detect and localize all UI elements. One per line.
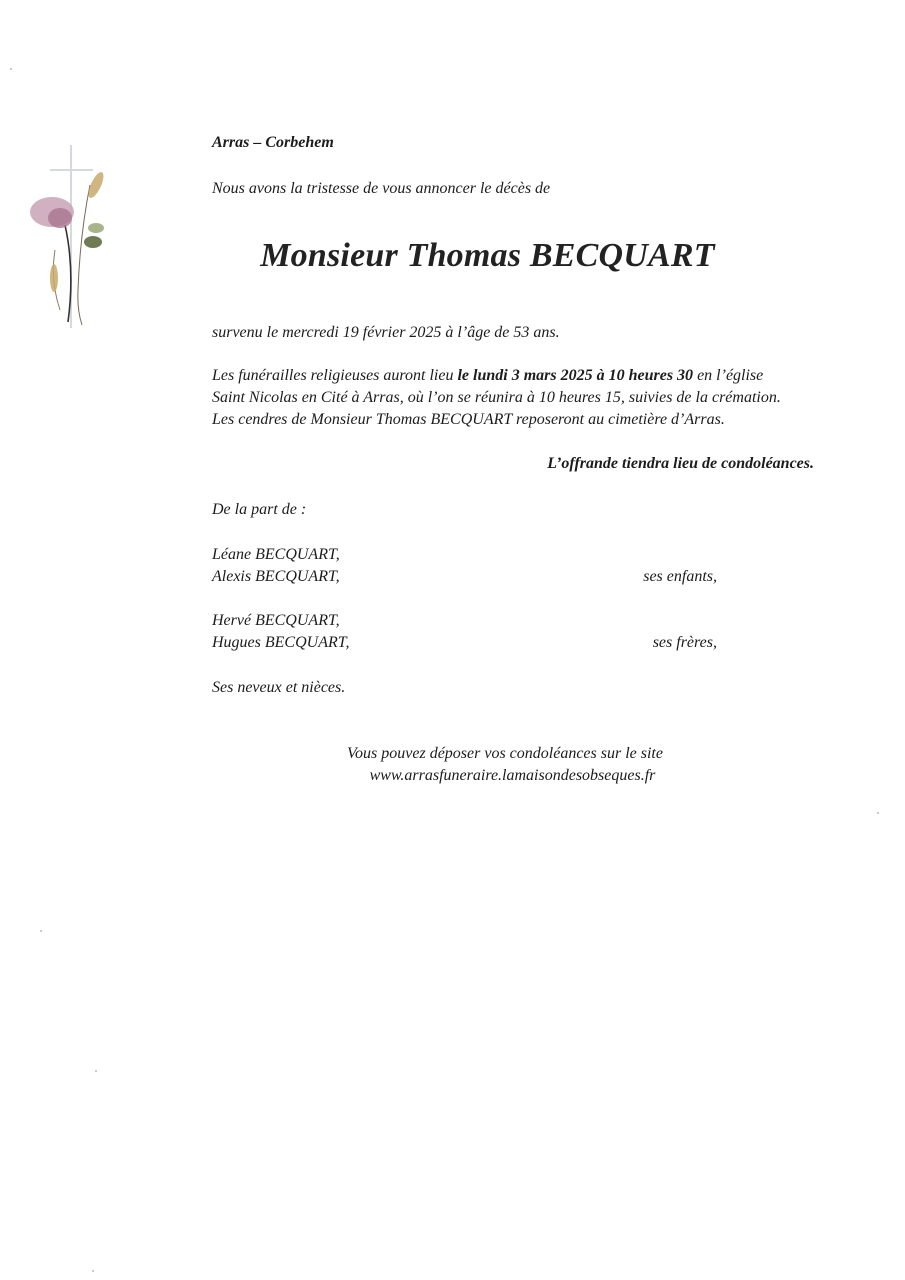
funeral-line-2: Saint Nicolas en Cité à Arras, où l’on se réunira à 10 heures 15, suivies de la crémation.	[212, 389, 781, 406]
family-member: Léane BECQUART,	[212, 546, 340, 563]
intro-text: Nous avons la tristesse de vous annoncer le décès de	[212, 180, 551, 197]
scan-speck	[95, 1070, 97, 1072]
nephews-nieces: Ses neveux et nièces.	[212, 679, 346, 696]
scan-speck	[40, 930, 42, 932]
scan-speck	[10, 68, 12, 70]
condolences-note: Vous pouvez déposer vos condoléances sur le site	[347, 745, 663, 762]
deceased-name: Monsieur Thomas BECQUART	[260, 237, 715, 274]
funeral-text: Les funérailles religieuses auront lieu	[212, 367, 458, 384]
family-member: Alexis BECQUART,	[212, 568, 340, 585]
family-member: Hervé BECQUART,	[212, 612, 340, 629]
death-date-text: survenu le mercredi 19 février 2025 à l’âge de 53 ans.	[212, 324, 560, 341]
funeral-line-1	[212, 365, 822, 387]
wheat-ear-top	[86, 170, 107, 200]
funeral-paragraph	[212, 365, 822, 431]
scan-speck	[92, 1270, 94, 1272]
rose-petals-inner	[48, 208, 72, 228]
family-relation: ses enfants,	[643, 568, 717, 585]
family-member: Hugues BECQUART,	[212, 634, 350, 651]
funeral-line-3: Les cendres de Monsieur Thomas BECQUART reposeront au cimetière d’Arras.	[212, 411, 725, 428]
family-relation: ses frères,	[652, 634, 717, 651]
website-link[interactable]: www.arrasfuneraire.lamaisondesobseques.fr	[369, 767, 656, 784]
funeral-text: en l’église	[693, 367, 764, 384]
location-heading: Arras – Corbehem	[212, 134, 334, 151]
offering-note: L’offrande tiendra lieu de condoléances.	[547, 455, 814, 472]
scan-speck	[877, 812, 879, 814]
leaf-1	[88, 223, 104, 233]
cross-with-flower-icon	[20, 140, 115, 330]
from-label: De la part de :	[212, 501, 307, 518]
funeral-datetime: le lundi 3 mars 2025 à 10 heures 30	[457, 367, 694, 384]
